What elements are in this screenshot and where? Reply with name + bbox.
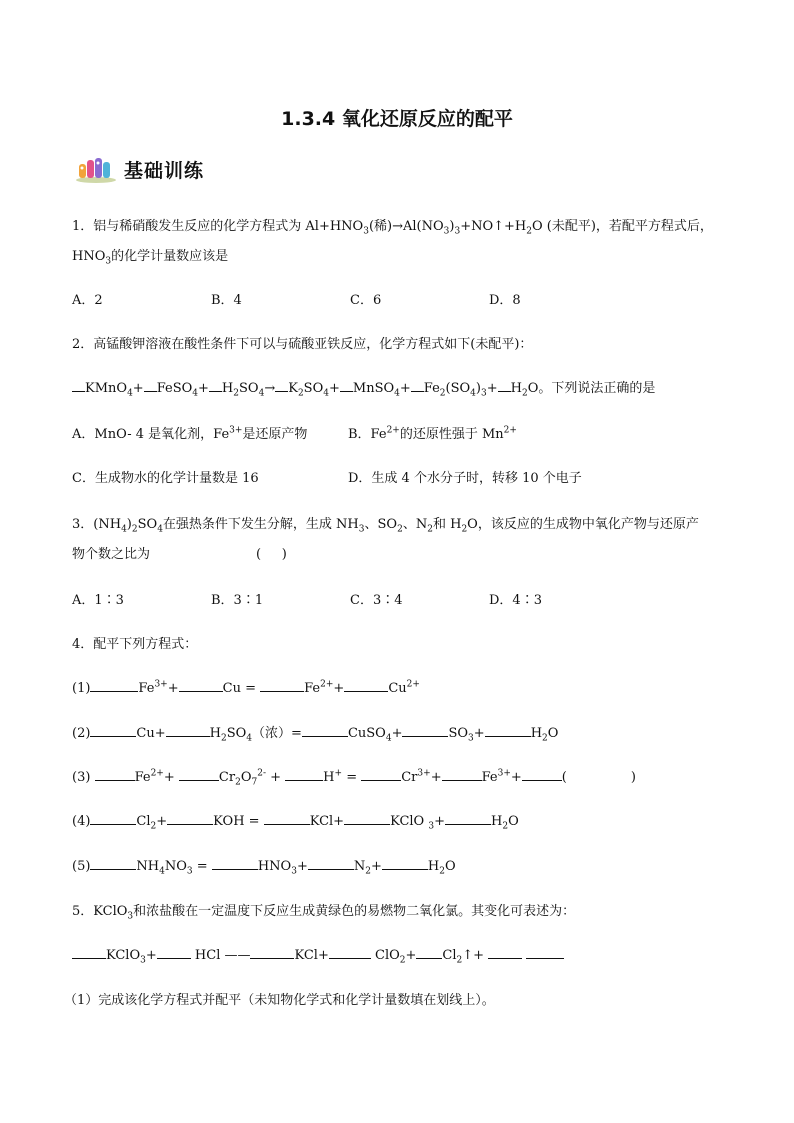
q4-stem: 4．配平下列方程式： [72,637,198,652]
blank[interactable] [167,811,213,825]
q1-stem-line1: 1．铝与稀硝酸发生反应的化学方程式为 $Al+HNO_3$(稀)$\to Al(NO_3)_3+NO↑+H_2O$ (未配平)，若配平方程式后， [72,219,713,237]
banner-title: 基础训练 [124,159,205,182]
blank[interactable] [445,811,491,825]
q1-option-d[interactable]: D．8 [489,293,521,308]
q4-equation-5: (5) $NH_4NO_3 = HNO_3+ N_2+ H_2O$ [72,856,456,874]
q2-stem-line1: 2．高锰酸钾溶液在酸性条件下可以与硫酸亚铁反应，化学方程式如下(未配平)： [72,337,533,352]
blank[interactable] [212,856,258,870]
blank[interactable] [522,767,562,781]
blank[interactable] [166,723,210,737]
q1-option-a[interactable]: A．2 [72,293,103,308]
q5-stem: 5．KClO$_3$和浓盐酸在一定温度下反应生成黄绿色的易燃物二氧化氯。其变化可表述为： [72,904,576,922]
q1-option-b[interactable]: B．4 [211,293,242,308]
q2-option-b[interactable]: B．$Fe^{2+}$的还原性强于 $Mn^{2+}$ [348,425,517,442]
blank[interactable] [179,767,219,781]
q1-stem-line2: $HNO_3$的化学计量数应该是 [72,249,229,267]
blank[interactable] [442,767,482,781]
blank[interactable] [260,678,304,692]
q3-option-a[interactable]: A．1∶3 [72,593,124,608]
q3-option-b[interactable]: B．3∶1 [211,593,264,608]
q2-option-a[interactable]: A．MnO- 4 是氧化剂，$Fe^{3+}$是还原产物 [72,425,308,442]
blank[interactable] [302,723,348,737]
blank[interactable] [90,811,136,825]
q4-equation-3: (3) $Fe^{2+}+ Cr_2O_7^{2-} + H^+ = Cr^{3+}+ Fe^{3+}+$ ( ) [72,768,636,788]
q1-options [72,289,521,308]
q3-answer-paren[interactable]: ( ) [256,547,287,562]
blank[interactable] [157,945,191,959]
blank[interactable] [344,811,390,825]
blank[interactable] [90,856,136,870]
blank[interactable] [526,945,564,959]
blank[interactable] [90,678,138,692]
blank[interactable] [95,767,135,781]
blank[interactable] [90,723,136,737]
blank[interactable] [179,678,223,692]
page-title: 1.3.4 氧化还原反应的配平 [281,108,513,130]
blank[interactable] [72,945,106,959]
blank[interactable] [250,945,294,959]
q3-stem-line2: 物个数之比为 ( ) [72,547,287,562]
section-banner [74,152,204,186]
q2-options-row1 [72,423,517,442]
q4-equation-4: (4) $Cl_2+$ KOH = KCl+ KClO $_3+ H_2O$ [72,811,519,829]
q2-options-row2 [72,467,582,486]
q1-option-c[interactable]: C．6 [350,293,382,308]
blank[interactable] [264,811,310,825]
blank[interactable] [361,767,401,781]
blank[interactable] [488,945,522,959]
q3-options [72,589,542,608]
blank[interactable] [402,723,448,737]
q5-equation: KClO$_3$+ HCl —— $KCl+ ClO_2+ Cl_2↑+$ [72,945,564,963]
blank[interactable] [382,856,428,870]
blank[interactable] [285,767,323,781]
blank[interactable] [329,945,371,959]
q2-option-c[interactable]: C．生成物水的化学计量数是 16 [72,471,259,486]
banner-icon [74,154,118,184]
blank[interactable] [416,945,442,959]
q2-option-d[interactable]: D．生成 4 个水分子时，转移 10 个电子 [348,471,582,486]
q3-stem-line1: 3．$(NH_4)_2SO_4$在强热条件下发生分解，生成 $NH_3$、$SO_2$、$N_2$和 $H_2O$，该反应的生成物中氧化产物与还原产 [72,517,699,535]
q3-option-c[interactable]: C．3∶4 [350,593,403,608]
blank[interactable] [485,723,531,737]
blank[interactable] [308,856,354,870]
blank[interactable] [344,678,388,692]
q4-equation-2: (2) $Cu+ H_2SO_4$（浓）= CuSO$_4$+ $SO_3+ H_2O$ [72,722,558,741]
q5-subquestion-1: （1）完成该化学方程式并配平（未知物化学式和化学计量数填在划线上）。 [64,993,495,1008]
q4-equation-1: (1) $Fe^{3+}+ Cu = Fe^{2+}+ Cu^{2+}$ [72,679,420,696]
q2-equation: KMnO$_4$+ FeSO$_4$+ $H_2SO_4\to K_2SO_4+$ MnSO$_4$+ $Fe_2(SO_4)_3+ H_2O$。下列说法正确的是 [72,377,655,396]
q3-option-d[interactable]: D．4∶3 [489,593,542,608]
